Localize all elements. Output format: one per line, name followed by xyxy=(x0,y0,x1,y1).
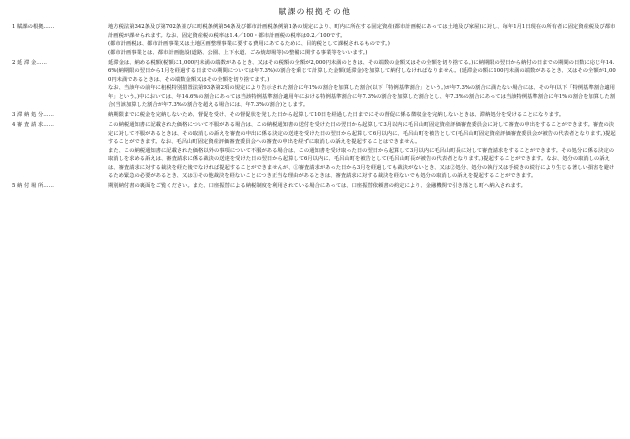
section-body xyxy=(108,23,618,57)
section-heading: 4 審 査 請 求…… xyxy=(12,122,54,128)
section-body xyxy=(108,182,618,191)
document-title: 賦課の根拠その他 xyxy=(278,7,352,16)
section-paragraph: 地方税法第342条及び第702条並びに町税条例第54条及び都市計画税条例第1条の規定により、町内に所在する固定資産(都市計画税にあっては土地及び家屋)に対し、毎年1月1日現在の所有者に固定資産税及び都市計画税が課せられます。なお、固定資産税の税率は1.4／100・都市計画税の税率は0.2／100です。 xyxy=(108,24,616,39)
section-paragraph: また、この納税通知書に記載された価格以外の事項について不服がある場合は、この通知書を受け取った日の翌日から起算して3月以内に毛呂山町長に対して審査請求をすることができます。その処分に係る決定の取消しを求める訴えは、審査請求に係る裁決の送達を受けた日の翌日から起算して6月以内に、毛呂山町を被告として(毛呂山町長が被告の代表者となります。)提起することができます。なお、処分の取消しの訴えは、審査請求に対する裁決を経た後でなければ提起することができませんが、①審査請求があった日から3月を経過しても裁決がないとき、又は②処分、処分の執行又は手続きの続行により生じる著しい損害を避けるため緊急の必要があるとき、又は③その他裁決を経ないことにつき正当な理由があるときは、審査請求に対する裁決を経ないでも処分の取消しの訴えを提起することができます。 xyxy=(108,147,615,179)
section-paragraph: 期別納付書の裏面をご覧ください。また、口座振替による納税制度を利用されている場合にあっては、口座振替依頼書の約定により、金融機関で引き落とし町へ納入されます。 xyxy=(108,183,526,189)
section-body xyxy=(108,121,618,181)
section-paragraph: なお、当該年の前年に租税特別措置法第93条第2項の規定により告示された割合に年1%の割合を加算した割合(以下「特例基準割合」という。)が年7.3%の割合に満たない場合には、その年(以下「特例基準割合適用年」という。)中においては、年14.6%の割合にあっては当該特例基準割合適用年における特例基準割合に年7.3%の割合を加算した割合とし、年7.3%の割合にあっては当該特例基準割合に年1%の割合を加算した割合(当該加算した割合が年7.3%の割合を超える場合には、年7.3%の割合)とします。 xyxy=(108,85,615,108)
section-paragraph: この納税通知書に記載された価格について不服がある場合は、この納税通知書の送付を受けた日の翌日から起算して3月以内に毛呂山町固定資産評価審査委員会に対して審査の申出をすることができます。審査の決定に対して不服があるときは、その取消しの訴えを審査の申出に係る決定の送達を受けた日の翌日から起算して6月以内に、毛呂山町を被告として(毛呂山町固定資産評価審査委員会が被告の代表者となります。)提起することができます。なお、毛呂山町固定資産評価審査委員会への審査の申出を経ずに取消しの訴えを提起することはできません。 xyxy=(108,122,616,145)
section-appeal xyxy=(12,121,618,181)
section-body xyxy=(108,111,618,120)
section-delinquency-disposition xyxy=(12,111,618,120)
section-payment-place xyxy=(12,182,618,191)
section-basis xyxy=(12,23,618,57)
section-heading: 2 延 滞 金…… xyxy=(12,59,47,66)
section-delinquency-charge xyxy=(12,59,618,110)
section-heading: 5 納 付 場 所…… xyxy=(12,183,54,189)
section-paragraph: 延滞金は、納める税額(税額に1,000円未満の端数があるとき、又はその税額の全額が2,000円未満のときは、その端数の金額又はその全額を切り捨てる。)に納期限の翌日から納付の日までの期間の日数に応じ年14.6%(納期限の翌日から1月を経過する日までの期間については年7.3%)の割合を乗じて計算した金額(延滞金)を加算して納付しなければなりません。(延滞金の額に100円未満の端数があるとき、又はその全額が1,000円未満であるときは、その端数金額又はその全額を切り捨てます。) xyxy=(108,59,616,83)
section-body xyxy=(108,59,618,110)
section-paragraph: 納期限までに税金を完納しないため、督促を受け、その督促状を発した日から起算して10日を経過した日までにその督促に係る徴収金を完納しないときは、滞納処分を受けることになります。 xyxy=(108,112,565,118)
section-paragraph: (都市計画税は、都市計画事業又は土地区画整理事業に要する費用にあてるために、目的税として課税されるものです。) xyxy=(108,41,390,47)
section-heading: 1 賦課の根拠…… xyxy=(12,24,55,30)
section-paragraph: (都市計画事業とは、都市計画施設(道路、公園、上下水道、ごみ焼却場等)の整備に関する事業等をいいます。) xyxy=(108,49,368,56)
section-heading: 3 滞 納 処 分…… xyxy=(12,112,54,118)
